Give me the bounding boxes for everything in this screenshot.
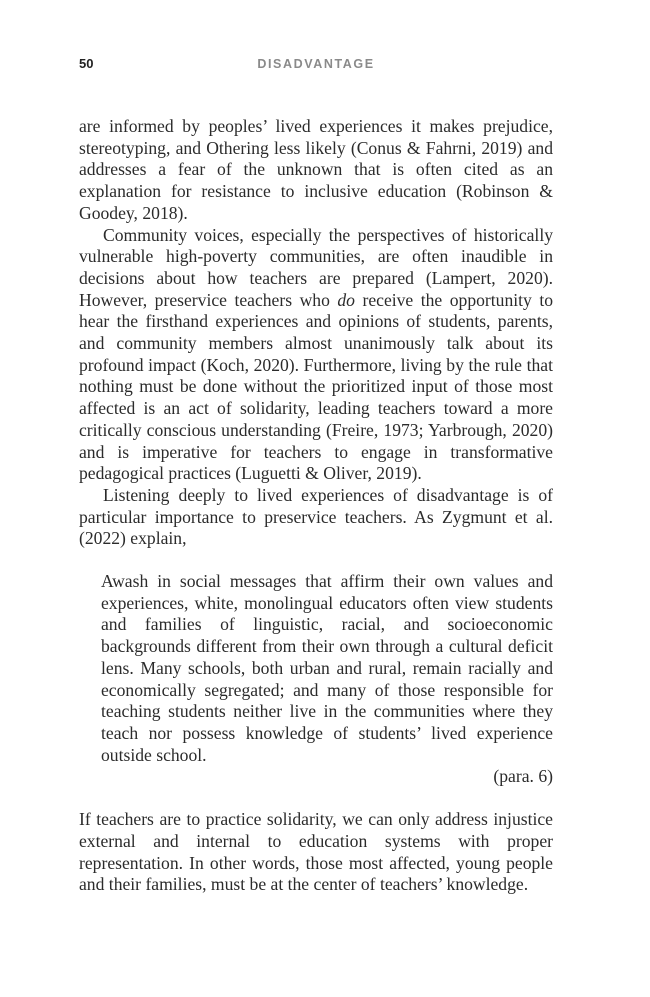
running-head: DISADVANTAGE bbox=[257, 57, 375, 71]
paragraph-3: Listening deeply to lived experiences of disadvantage is of particular importance to preservice teachers. As Zygmunt et al. (2022) explain, bbox=[79, 484, 553, 549]
paragraph-2-start: Community voices, especially the perspectives of historically vulnerable high-poverty communities, are often inaudible in decisions about how teachers are prepared (Lampert, 2020). However, preservice teachers who bbox=[79, 224, 553, 310]
page-header bbox=[79, 56, 553, 76]
block-quote-citation: (para. 6) bbox=[493, 766, 553, 787]
page-number: 50 bbox=[79, 56, 94, 71]
paragraph-1: are informed by peoples’ lived experiences it makes prejudice, stereotyping, and Othering less likely (Conus & Fahrni, 2019) and addresses a fear of the unknown that is often cited as an explanation for resistance to inclusive education (Robinson & Goodey, 2018). bbox=[79, 116, 553, 223]
paragraph-4: If teachers are to practice solidarity, we can only address injustice external and internal to education systems with proper representation. In other words, those most affected, young people and their families, must be at the center of teachers’ knowledge. bbox=[79, 809, 553, 895]
body-text bbox=[79, 116, 553, 896]
paragraph-2-end: receive the opportunity to hear the firsthand experiences and opinions of students, parents, and community members almost unanimously talk about its profound impact (Koch, 2020). Furthermore, living by the rule that nothing must be done without the prioritized input of those most affected is an act of solidarity, leading teachers toward a more critically conscious understanding (Freire, 1973; Yarbrough, 2020) and is imperative for teachers to engage in transformative pedagogical practices (Luguetti & Oliver, 2019). bbox=[79, 289, 554, 484]
block-quote-text: Awash in social messages that affirm their own values and experiences, white, monolingual educators often view students and families of linguistic, racial, and socioeconomic backgrounds different from their own through a cultural deficit lens. Many schools, both urban and rural, remain racially and economically segregated; and many of those responsible for teaching students neither live in the communities where they teach nor possess knowledge of students’ lived experience outside school. bbox=[101, 571, 553, 765]
emphasis-do: do bbox=[337, 289, 355, 310]
block-quote bbox=[101, 571, 553, 788]
paragraph-2 bbox=[79, 225, 553, 485]
